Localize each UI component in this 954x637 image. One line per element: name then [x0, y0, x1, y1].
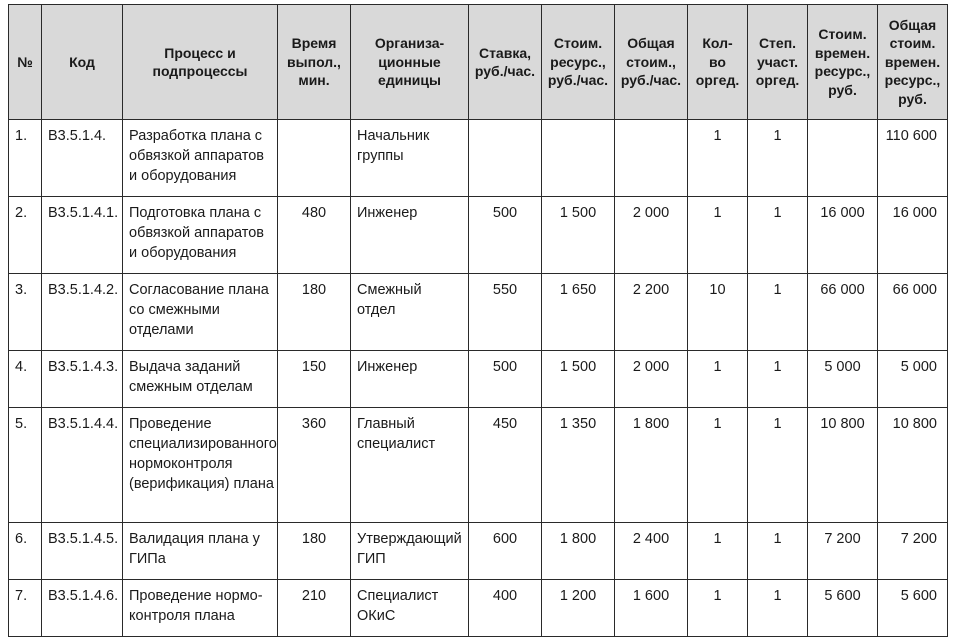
- cell-count: 1: [688, 580, 748, 637]
- table-row: [9, 274, 948, 351]
- cell-process: Согласование плана со смежными отделами: [123, 274, 278, 351]
- cell-num: 7.: [9, 580, 42, 637]
- table-row: [9, 580, 948, 637]
- cell-time-resource-cost: 66 000: [808, 274, 878, 351]
- table-row: [9, 351, 948, 408]
- cell-process: Проведение нормо- контроля плана: [123, 580, 278, 637]
- cell-participation: 1: [748, 197, 808, 274]
- cell-units: Инженер: [351, 197, 469, 274]
- cell-num: 4.: [9, 351, 42, 408]
- cell-units: Начальник группы: [351, 120, 469, 197]
- cell-units: Утверждающий ГИП: [351, 523, 469, 580]
- table-header: [9, 5, 948, 120]
- cell-total-cost: 1 800: [615, 408, 688, 523]
- cell-total-cost: [615, 120, 688, 197]
- cell-resource-cost: 1 200: [542, 580, 615, 637]
- cell-time: 150: [278, 351, 351, 408]
- cell-time-resource-cost: 5 600: [808, 580, 878, 637]
- cell-participation: 1: [748, 523, 808, 580]
- header-resource-cost: Стоим. ресурс., руб./час.: [542, 5, 615, 120]
- header-row: [9, 5, 948, 120]
- cell-rate: 500: [469, 197, 542, 274]
- cell-count: 10: [688, 274, 748, 351]
- cell-time: 210: [278, 580, 351, 637]
- cell-total-time-resource-cost: 110 600: [878, 120, 948, 197]
- table-body: [9, 120, 948, 637]
- cell-resource-cost: 1 500: [542, 351, 615, 408]
- cell-count: 1: [688, 408, 748, 523]
- cell-code: В3.5.1.4.2.: [42, 274, 123, 351]
- header-units: Организа- ционные единицы: [351, 5, 469, 120]
- cell-time-resource-cost: 7 200: [808, 523, 878, 580]
- cell-num: 3.: [9, 274, 42, 351]
- cell-time: 180: [278, 274, 351, 351]
- cell-resource-cost: [542, 120, 615, 197]
- cell-units: Инженер: [351, 351, 469, 408]
- cell-participation: 1: [748, 120, 808, 197]
- header-total-time-resource-cost: Общая стоим. времен. ресурс., руб.: [878, 5, 948, 120]
- cell-total-cost: 2 000: [615, 351, 688, 408]
- cell-units: Смежный отдел: [351, 274, 469, 351]
- cell-total-time-resource-cost: 5 000: [878, 351, 948, 408]
- cell-process: Разработка плана с обвязкой аппаратов и оборудования: [123, 120, 278, 197]
- cell-rate: 500: [469, 351, 542, 408]
- header-rate: Ставка, руб./час.: [469, 5, 542, 120]
- table-row: [9, 408, 948, 523]
- cell-time-resource-cost: 5 000: [808, 351, 878, 408]
- cell-total-time-resource-cost: 10 800: [878, 408, 948, 523]
- cell-count: 1: [688, 120, 748, 197]
- cell-time: 180: [278, 523, 351, 580]
- header-time-resource-cost: Стоим. времен. ресурс., руб.: [808, 5, 878, 120]
- cell-time-resource-cost: 10 800: [808, 408, 878, 523]
- cell-time-resource-cost: 16 000: [808, 197, 878, 274]
- header-num: №: [9, 5, 42, 120]
- header-participation: Степ. участ. оргед.: [748, 5, 808, 120]
- table-row: [9, 197, 948, 274]
- cell-code: В3.5.1.4.1.: [42, 197, 123, 274]
- cell-units: Специалист ОКиС: [351, 580, 469, 637]
- cell-rate: 600: [469, 523, 542, 580]
- cell-time: [278, 120, 351, 197]
- cost-table: [8, 4, 948, 637]
- cell-total-cost: 2 200: [615, 274, 688, 351]
- cell-count: 1: [688, 351, 748, 408]
- header-time: Время выпол., мин.: [278, 5, 351, 120]
- cell-time: 360: [278, 408, 351, 523]
- cell-num: 1.: [9, 120, 42, 197]
- cell-code: В3.5.1.4.: [42, 120, 123, 197]
- cell-process: Валидация плана у ГИПа: [123, 523, 278, 580]
- document-sheet: [8, 4, 947, 637]
- table-row: [9, 120, 948, 197]
- cell-code: В3.5.1.4.4.: [42, 408, 123, 523]
- cell-participation: 1: [748, 351, 808, 408]
- cell-resource-cost: 1 500: [542, 197, 615, 274]
- cell-num: 6.: [9, 523, 42, 580]
- cell-code: В3.5.1.4.5.: [42, 523, 123, 580]
- cell-num: 2.: [9, 197, 42, 274]
- cell-participation: 1: [748, 274, 808, 351]
- cell-process: Подготовка плана с обвязкой аппаратов и оборудования: [123, 197, 278, 274]
- cell-code: В3.5.1.4.3.: [42, 351, 123, 408]
- cell-total-time-resource-cost: 16 000: [878, 197, 948, 274]
- cell-total-time-resource-cost: 5 600: [878, 580, 948, 637]
- cell-participation: 1: [748, 408, 808, 523]
- cell-rate: 450: [469, 408, 542, 523]
- cell-num: 5.: [9, 408, 42, 523]
- cell-code: В3.5.1.4.6.: [42, 580, 123, 637]
- header-count: Кол- во оргед.: [688, 5, 748, 120]
- cell-time: 480: [278, 197, 351, 274]
- table-row: [9, 523, 948, 580]
- cell-process: Выдача заданий смежным отделам: [123, 351, 278, 408]
- header-total-cost: Общая стоим., руб./час.: [615, 5, 688, 120]
- cell-resource-cost: 1 650: [542, 274, 615, 351]
- cell-total-time-resource-cost: 7 200: [878, 523, 948, 580]
- cell-time-resource-cost: [808, 120, 878, 197]
- cell-total-cost: 1 600: [615, 580, 688, 637]
- cell-units: Главный специалист: [351, 408, 469, 523]
- cell-participation: 1: [748, 580, 808, 637]
- cell-process: Проведение специализированного нормоконтроля (верификация) плана: [123, 408, 278, 523]
- cell-resource-cost: 1 350: [542, 408, 615, 523]
- cell-count: 1: [688, 523, 748, 580]
- cell-resource-cost: 1 800: [542, 523, 615, 580]
- cell-count: 1: [688, 197, 748, 274]
- header-process: Процесс и подпроцессы: [123, 5, 278, 120]
- cell-total-cost: 2 000: [615, 197, 688, 274]
- cell-total-cost: 2 400: [615, 523, 688, 580]
- cell-rate: 550: [469, 274, 542, 351]
- header-code: Код: [42, 5, 123, 120]
- cell-rate: 400: [469, 580, 542, 637]
- cell-rate: [469, 120, 542, 197]
- cell-total-time-resource-cost: 66 000: [878, 274, 948, 351]
